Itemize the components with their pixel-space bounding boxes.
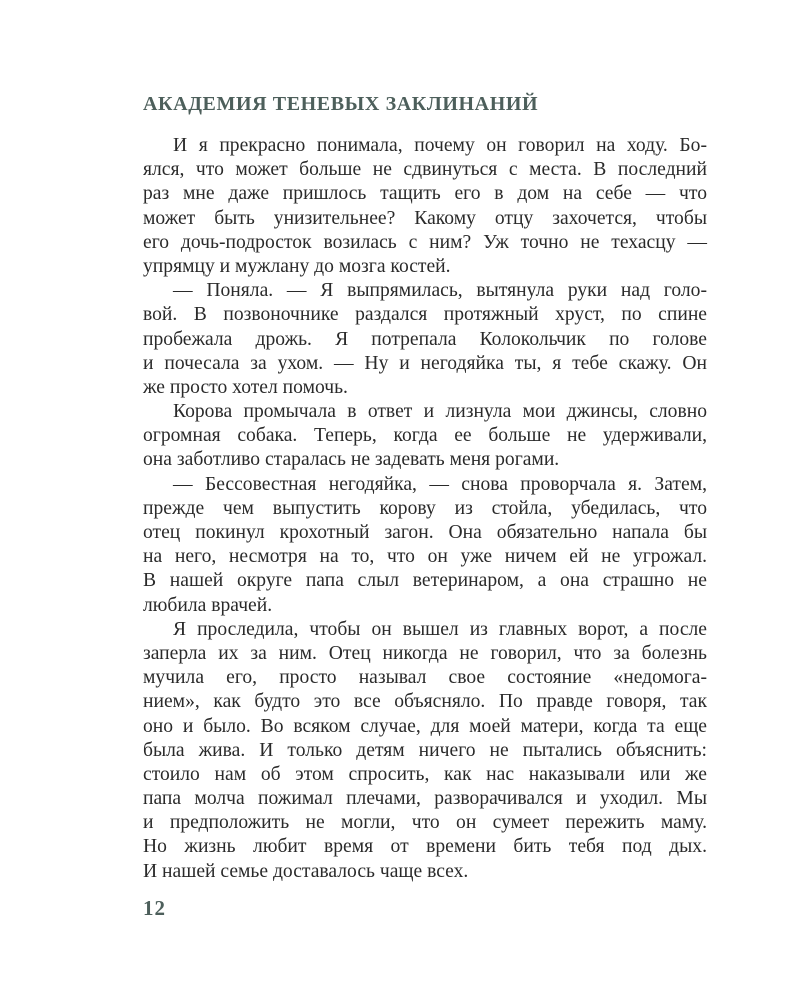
page-number: 12: [143, 896, 166, 920]
text-line: может быть унизительнее? Какому отцу захочется, чтобы: [143, 207, 707, 229]
text-line: В нашей округе папа слыл ветеринаром, а она страшно не: [143, 570, 707, 592]
text-line: на него, несмотря на то, что он уже ничем ей не угрожал.: [143, 546, 707, 568]
text-line: Я проследила, чтобы он вышел из главных ворот, а после: [173, 618, 707, 640]
text-line: же просто хотел помочь.: [143, 376, 348, 398]
text-line: любила врачей.: [143, 594, 273, 616]
body-text: [143, 134, 707, 884]
text-line: стоило нам об этом спросить, как нас наказывали или же: [143, 763, 707, 785]
text-line: ялся, что может больше не сдвинуться с места. В последний: [143, 159, 707, 181]
text-line: заперла их за ним. Отец никогда не говорил, что за болезнь: [143, 642, 707, 664]
text-line: была жива. И только детям ничего не пытались объяснить:: [143, 739, 707, 761]
running-head-title: АКАДЕМИЯ ТЕНЕВЫХ ЗАКЛИНАНИЙ: [143, 93, 539, 115]
text-line: его дочь-подросток возилась с ним? Уж точно не техасцу —: [143, 231, 707, 253]
text-line: отец покинул крохотный загон. Она обязательно напала бы: [143, 522, 707, 543]
text-line: — Поняла. — Я выпрямилась, вытянула руки над голо-: [173, 280, 707, 302]
text-line: огромная собака. Теперь, когда ее больше не удерживали,: [143, 425, 707, 447]
text-line: нием», как будто это все объясняло. По правде говоря, так: [143, 691, 707, 713]
text-line: И нашей семье доставалось чаще всех.: [143, 860, 469, 882]
text-line: и почесала за ухом. — Ну и негодяйка ты, я тебе скажу. Он: [143, 352, 707, 374]
text-line: упрямцу и мужлану до мозга костей.: [143, 255, 451, 277]
text-line: раз мне даже пришлось тащить его в дом на себе — что: [143, 183, 707, 205]
text-line: она заботливо старалась не задевать меня рогами.: [143, 449, 560, 471]
text-line: вой. В позвоночнике раздался протяжный хруст, по спине: [143, 304, 707, 326]
text-line: мучила его, просто называл свое состояние «недомога-: [143, 667, 707, 689]
text-line: И я прекрасно понимала, почему он говорил на ходу. Бо-: [173, 135, 707, 156]
text-line: прежде чем выпустить корову из стойла, убедилась, что: [143, 497, 707, 519]
text-line: — Бессовестная негодяйка, — снова проворчала я. Затем,: [173, 473, 707, 495]
text-line: пробежала дрожь. Я потрепала Колокольчик по голове: [143, 328, 707, 350]
text-line: папа молча пожимал плечами, разворачивался и уходил. Мы: [143, 788, 707, 810]
text-line: и предположить не могли, что он сумеет пережить маму.: [143, 812, 707, 834]
text-line: Но жизнь любит время от времени бить тебя под дых.: [143, 836, 707, 858]
text-line: Корова промычала в ответ и лизнула мои джинсы, словно: [173, 401, 707, 423]
text-line: оно и было. Во всяком случае, для моей матери, когда та еще: [143, 715, 707, 737]
